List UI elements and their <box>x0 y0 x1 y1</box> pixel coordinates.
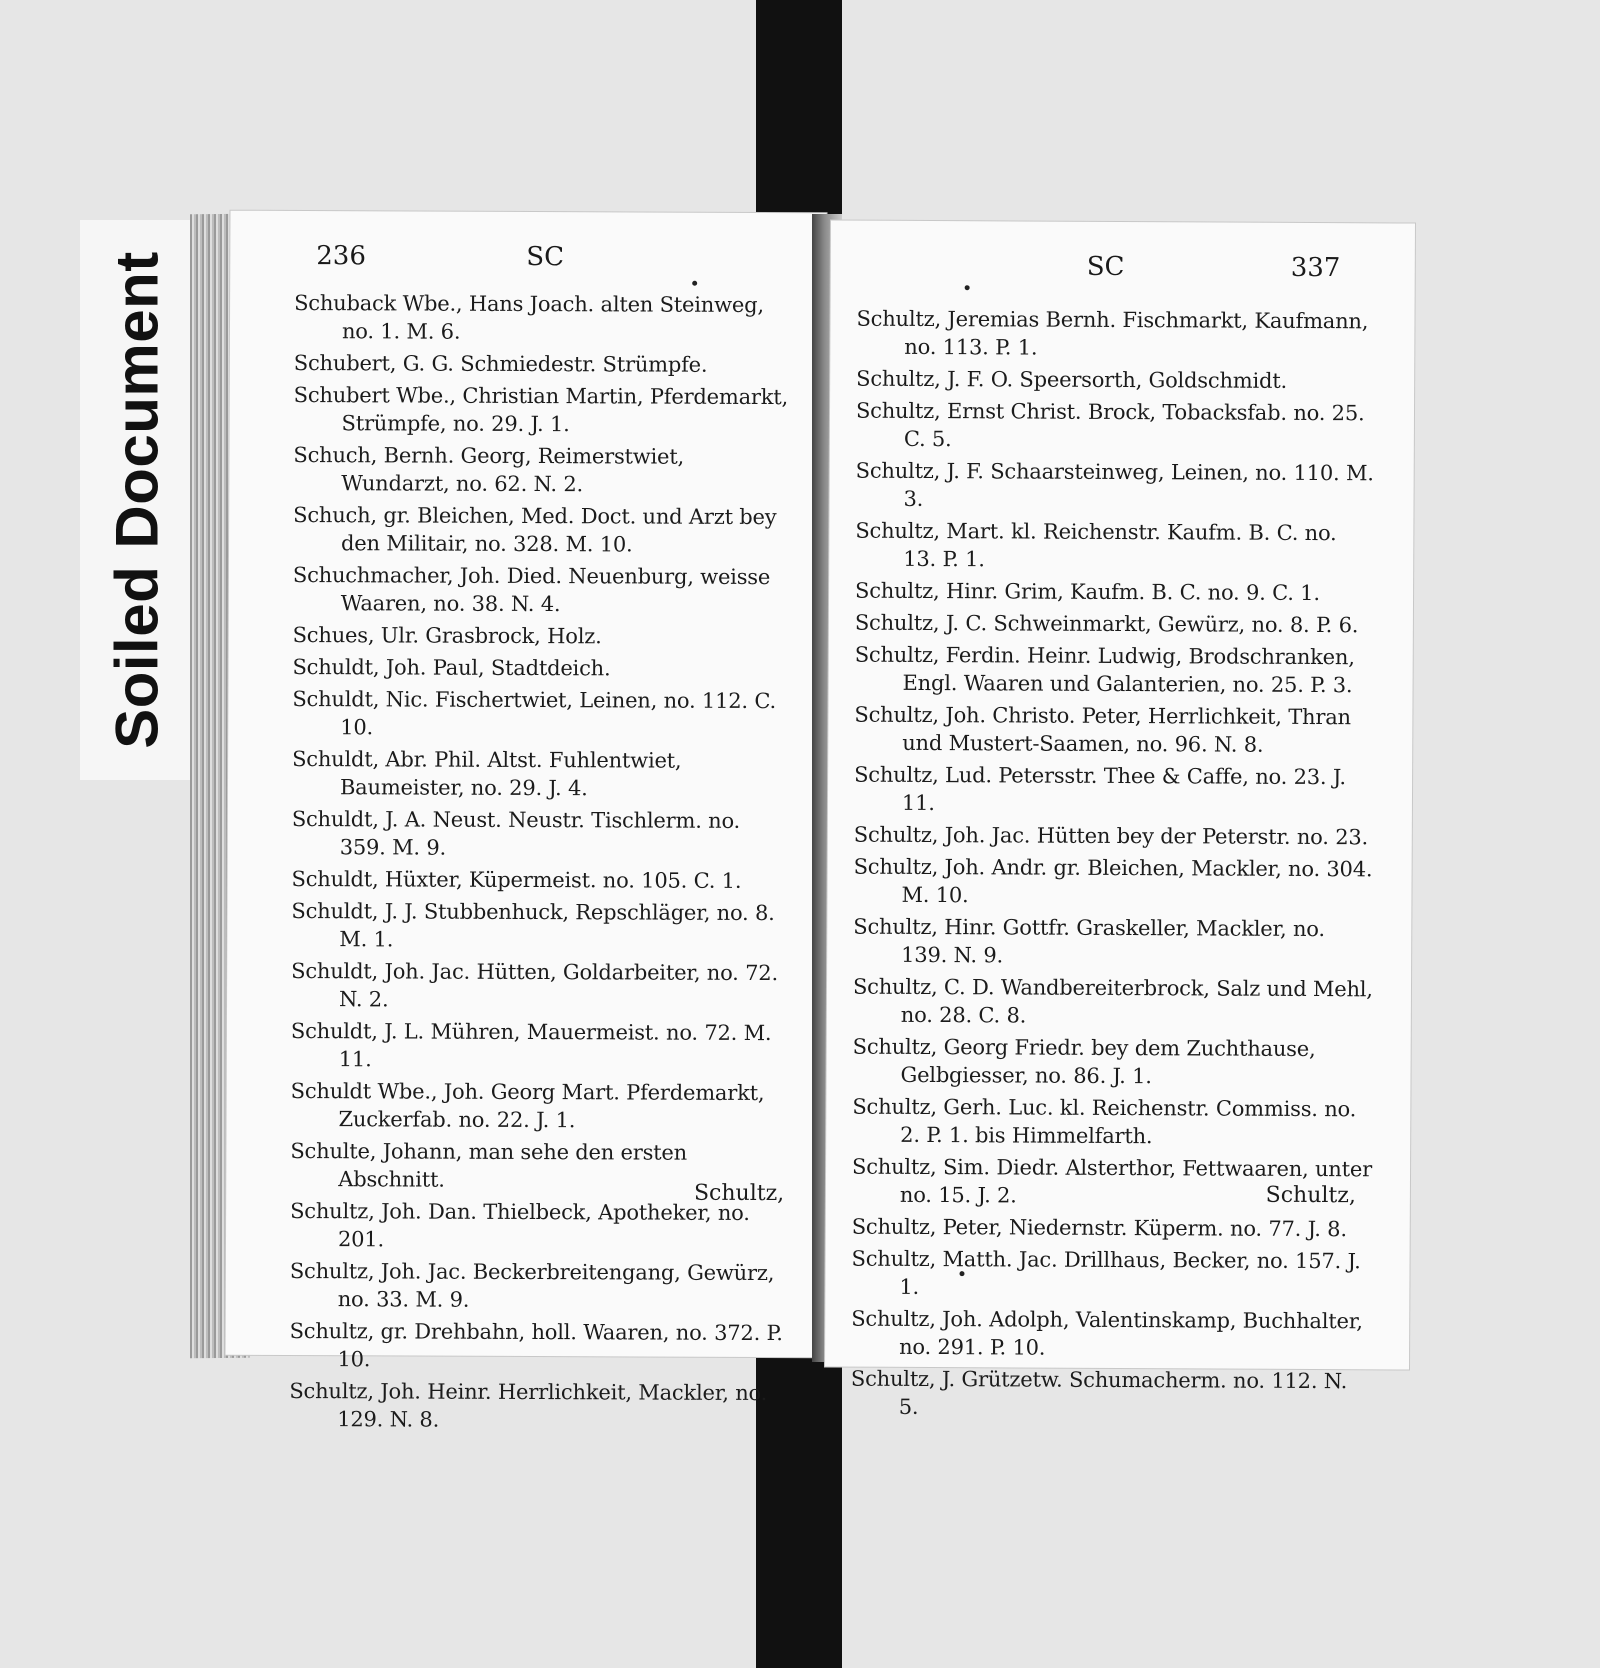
list-item: Schultz, Hinr. Grim, Kaufm. B. C. no. 9. C. 1. <box>855 578 1320 606</box>
list-item: Schuldt, Joh. Paul, Stadtdeich. <box>292 654 611 681</box>
list-item: Schultz, Joh. Adolph, Valentinskamp, Buchhalter, no. 291. P. 10. <box>851 1306 1363 1360</box>
list-item: Schultz, Georg Friedr. bey dem Zuchthause, Gelbgiesser, no. 86. J. 1. <box>852 1034 1316 1089</box>
list-item: Schubert Wbe., Christian Martin, Pferdemarkt, Strümpfe, no. 29. J. 1. <box>293 382 789 437</box>
right-entry-list <box>851 305 1377 1428</box>
list-item: Schultz, Joh. Jac. Hütten bey der Peterstr. no. 23. <box>853 822 1369 850</box>
list-item: Schultz, J. F. O. Speersorth, Goldschmidt. <box>856 366 1288 393</box>
left-page <box>226 211 827 1432</box>
list-item: Schuldt, Hüxter, Küpermeist. no. 105. C. 1. <box>291 866 742 893</box>
list-item: Schultz, J. C. Schweinmarkt, Gewürz, no. 8. P. 6. <box>854 610 1359 638</box>
list-item: Schultz, Ernst Christ. Brock, Tobacksfab. no. 25. C. 5. <box>855 398 1365 452</box>
list-item: Schultz, gr. Drehbahn, holl. Waaren, no. 372. P. 10. <box>289 1318 783 1372</box>
list-item: Schultz, Peter, Niedernstr. Küperm. no. 77. J. 8. <box>851 1214 1347 1242</box>
list-item: Schultz, Matth. Jac. Drillhaus, Becker, no. 157. J. 1. <box>851 1246 1361 1299</box>
right-catchword: Schultz, <box>1265 1182 1356 1209</box>
list-item: Schuldt, Nic. Fischertwiet, Leinen, no. 112. C. 10. <box>292 686 777 740</box>
list-item: Schuback Wbe., Hans Joach. alten Steinweg, no. 1. M. 6. <box>294 290 764 344</box>
list-item: Schultz, Sim. Diedr. Alsterthor, Fettwaaren, unter no. 15. J. 2. <box>851 1154 1373 1208</box>
list-item: Schultz, Ferdin. Heinr. Ludwig, Brodschranken, Engl. Waaren und Galanterien, no. 25. P. 3. <box>854 642 1355 698</box>
list-item: Schuch, gr. Bleichen, Med. Doct. und Arzt bey den Militair, no. 328. M. 10. <box>293 502 777 557</box>
list-item: Schultz, Joh. Andr. gr. Bleichen, Mackler, no. 304. M. 10. <box>853 854 1373 908</box>
list-item: Schuldt, J. A. Neust. Neustr. Tischlerm. no. 359. M. 9. <box>291 806 741 860</box>
bookmark-ribbon-top <box>756 0 842 226</box>
soiled-document-stamp: Soiled Document <box>103 251 171 749</box>
ink-speck <box>965 285 970 290</box>
list-item: Schultz, Lud. Petersstr. Thee & Caffe, no. 23. J. 11. <box>854 762 1347 816</box>
list-item: Schultz, Jeremias Bernh. Fischmarkt, Kaufmann, no. 113. P. 1. <box>856 306 1369 360</box>
list-item: Schuldt Wbe., Joh. Georg Mart. Pferdemarkt, Zuckerfab. no. 22. J. 1. <box>290 1078 765 1133</box>
right-page-number: 337 <box>1290 252 1341 284</box>
left-page-number: 236 <box>316 241 367 272</box>
list-item: Schultz, Mart. kl. Reichenstr. Kaufm. B. C. no. 13. P. 1. <box>855 518 1337 572</box>
list-item: Schultz, J. Grützetw. Schumacherm. no. 112. N. 5. <box>850 1366 1348 1419</box>
list-item: Schues, Ulr. Grasbrock, Holz. <box>292 622 602 649</box>
right-running-head: SC <box>1086 251 1125 283</box>
right-page <box>825 220 1415 1419</box>
list-item: Schultz, Joh. Jac. Beckerbreitengang, Gewürz, no. 33. M. 9. <box>289 1258 775 1312</box>
list-item: Schultz, Joh. Heinr. Herrlichkeit, Mackler, no. 129. N. 8. <box>289 1378 768 1432</box>
list-item: Schultz, Gerh. Luc. kl. Reichenstr. Commiss. no. 2. P. 1. bis Himmelfarth. <box>852 1094 1357 1149</box>
list-item: Schuldt, J. L. Mühren, Mauermeist. no. 72. M. 11. <box>290 1018 772 1072</box>
list-item: Schultz, Joh. Christo. Peter, Herrlichkeit, Thran und Mustert-Saamen, no. 96. N. 8. <box>854 702 1351 757</box>
left-entry-list <box>289 289 794 1439</box>
left-catchword: Schultz, <box>693 1180 785 1207</box>
list-item: Schuch, Bernh. Georg, Reimerstwiet, Wundarzt, no. 62. N. 2. <box>293 442 685 497</box>
left-running-head: SC <box>526 241 565 273</box>
list-item: Schubert, G. G. Schmiedestr. Strümpfe. <box>293 350 708 377</box>
list-item: Schultz, Joh. Dan. Thielbeck, Apotheker, no. 201. <box>290 1198 750 1252</box>
list-item: Schuldt, Joh. Jac. Hütten, Goldarbeiter, no. 72. N. 2. <box>291 958 779 1012</box>
list-item: Schultz, C. D. Wandbereiterbrock, Salz und Mehl, no. 28. C. 8. <box>852 974 1373 1028</box>
list-item: Schuchmacher, Joh. Died. Neuenburg, weisse Waaren, no. 38. N. 4. <box>292 562 771 617</box>
list-item: Schultz, Hinr. Gottfr. Graskeller, Mackler, no. 139. N. 9. <box>853 914 1325 968</box>
ink-speck <box>692 281 697 286</box>
list-item: Schulte, Johann, man sehe den ersten Abschnitt. <box>290 1138 688 1192</box>
list-item: Schuldt, Abr. Phil. Altst. Fuhlentwiet, Baumeister, no. 29. J. 4. <box>292 746 682 801</box>
list-item: Schultz, J. F. Schaarsteinweg, Leinen, no. 110. M. 3. <box>855 458 1374 511</box>
list-item: Schuldt, J. J. Stubbenhuck, Repschläger, no. 8. M. 1. <box>291 898 775 952</box>
